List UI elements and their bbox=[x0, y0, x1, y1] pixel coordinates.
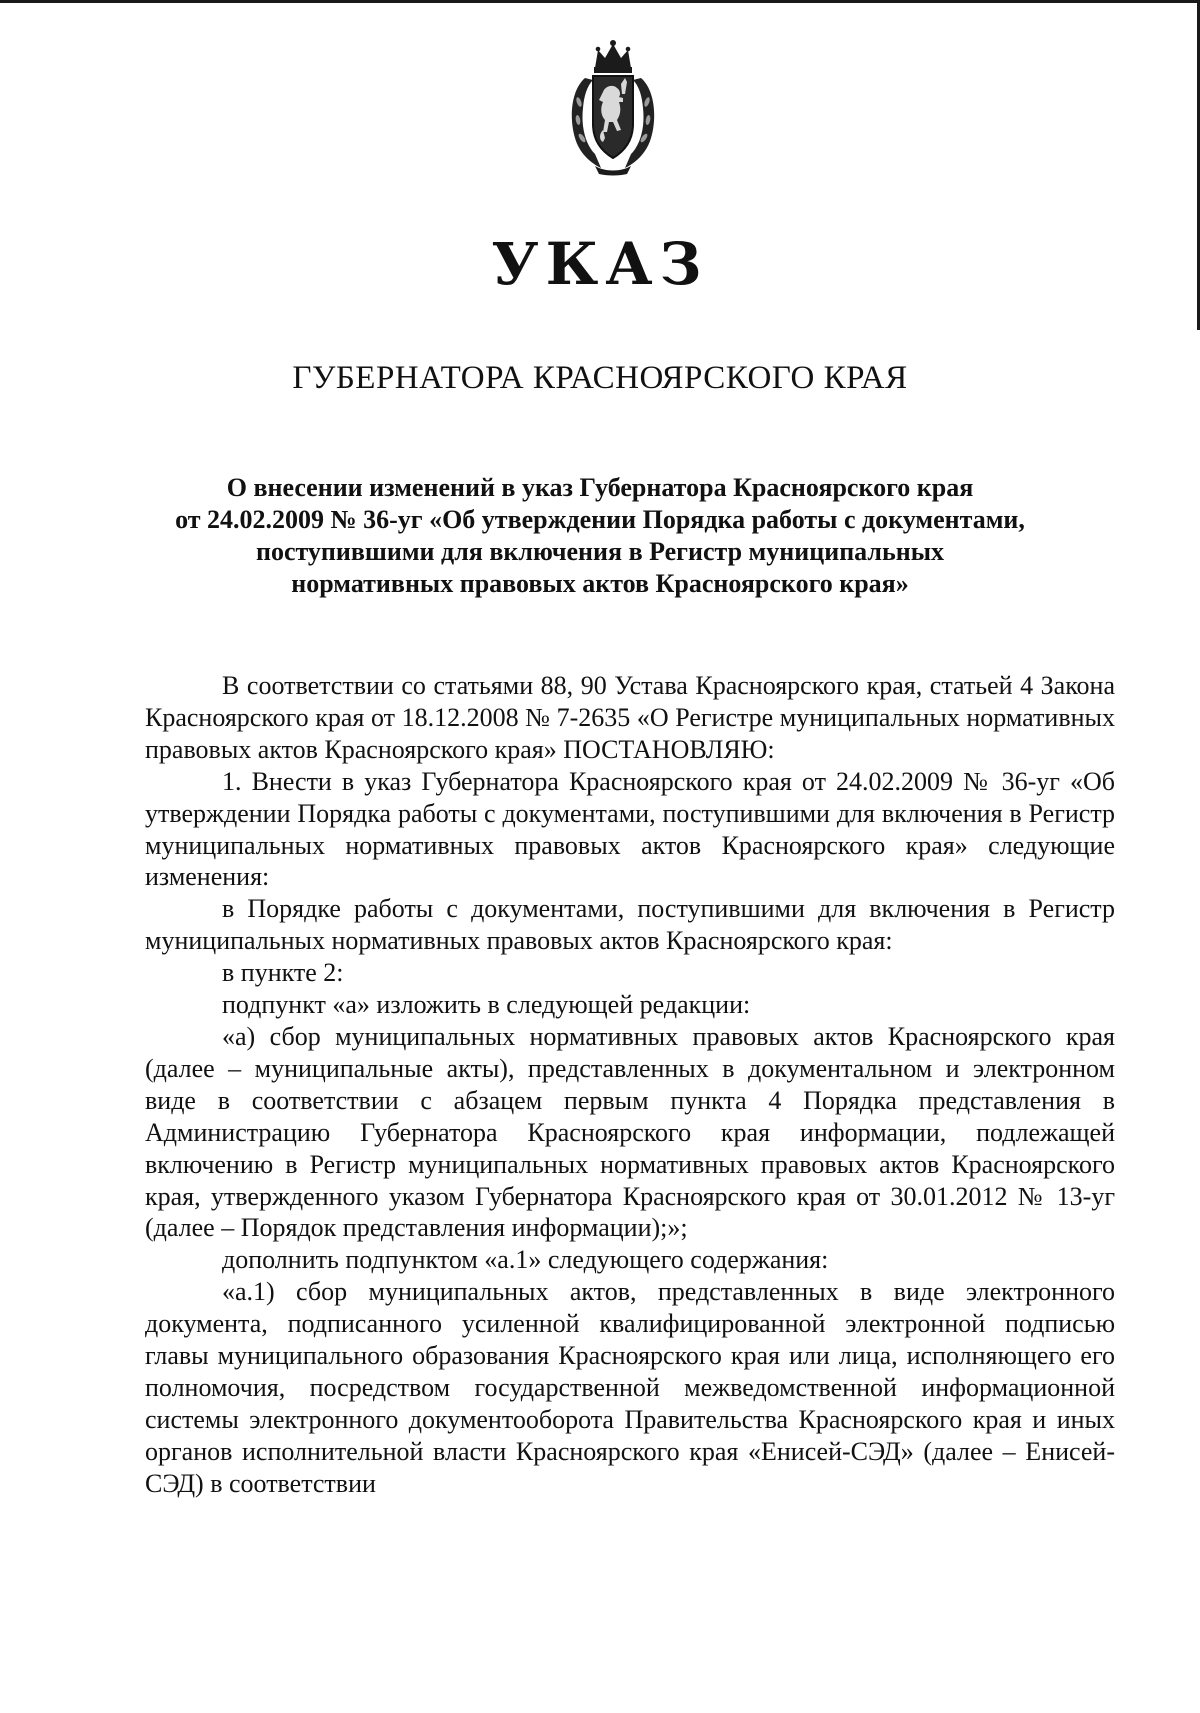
subitem-a1-paragraph: «а.1) сбор муниципальных актов, представленных в виде электронного документа, подписанного усиленной квалифицированной электронной подписью главы муниципального образования Красноярского края или лица, исполняющего его полномочия, посредством государственной межведомственной информационной системы электронного документооборота Правительства Красноярского края и иных органов исполнительной власти Красноярского края «Енисей-СЭД» (далее – Енисей-СЭД) в соответствии bbox=[145, 1277, 1115, 1498]
subitem-a-paragraph: «а) сбор муниципальных нормативных правовых актов Красноярского края (далее – муниципальные акты), представленных в документальном и электронном виде в соответствии с абзацем первым пункта 4 Порядка представления в Администрацию Губернатора Красноярского края информации, подлежащей включению в Регистр муниципальных нормативных правовых актов Красноярского края, утвержденного указом Губернатора Красноярского края от 30.01.2012 № 13-уг (далее – Порядок представления информации);»; bbox=[145, 1021, 1115, 1243]
body-paragraph: в пункте 2: bbox=[222, 958, 344, 988]
document-body bbox=[145, 670, 1115, 1500]
heading-line: поступившими для включения в Регистр муниципальных bbox=[255, 537, 945, 566]
item-1-paragraph: 1. Внести в указ Губернатора Красноярского края от 24.02.2009 № 36-уг «Об утверждении Порядка работы с документами, поступившими для включения в Регистр муниципальных нормативных правовых актов Красноярского края» следующие изменения: bbox=[145, 766, 1115, 892]
document-title: УКАЗ bbox=[491, 230, 709, 298]
scan-border-top bbox=[0, 0, 1200, 3]
body-paragraph: подпункт «а» изложить в следующей редакции: bbox=[222, 990, 751, 1020]
preamble-paragraph: В соответствии со статьями 88, 90 Устава Красноярского края, статьей 4 Закона Красноярского края от 18.12.2008 № 7-2635 «О Регистре муниципальных нормативных правовых актов Красноярского края» ПОСТАНОВЛЯЮ: bbox=[145, 671, 1115, 764]
body-paragraph: в Порядке работы с документами, поступившими для включения в Регистр муниципальных нормативных правовых актов Красноярского края: bbox=[145, 894, 1115, 956]
coat-of-arms-icon bbox=[565, 38, 661, 176]
body-paragraph: дополнить подпунктом «а.1» следующего содержания: bbox=[222, 1245, 829, 1275]
document-issuer: ГУБЕРНАТОРА КРАСНОЯРСКОГО КРАЯ bbox=[292, 360, 908, 396]
heading-line: нормативных правовых актов Красноярского края» bbox=[291, 569, 909, 598]
heading-line: от 24.02.2009 № 36-уг «Об утверждении Порядка работы с документами, bbox=[175, 505, 1025, 534]
document-heading bbox=[130, 472, 1070, 600]
heading-line: О внесении изменений в указ Губернатора Красноярского края bbox=[226, 473, 974, 502]
